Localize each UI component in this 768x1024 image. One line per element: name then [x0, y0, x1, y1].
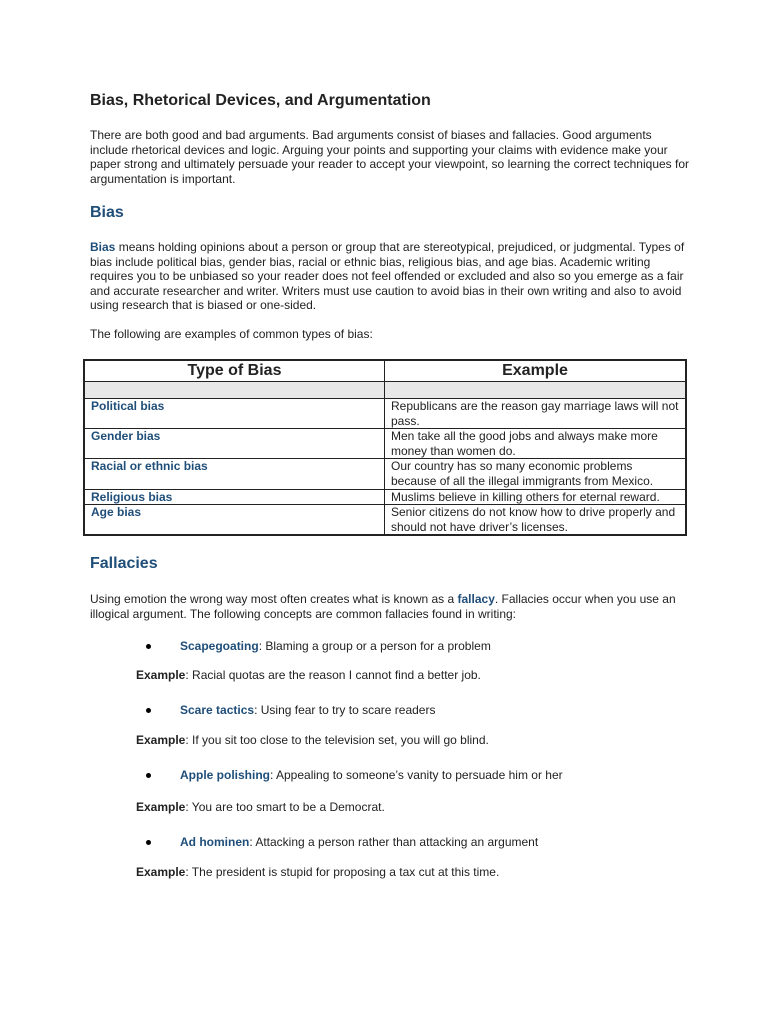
fallacy-example — [136, 800, 385, 814]
fallacy-item-text — [180, 835, 538, 849]
fallacy-term: fallacy — [457, 592, 495, 606]
fallacy-item-term: Apple polishing — [180, 768, 270, 782]
bias-example-cell: Men take all the good jobs and always make more money than women do. — [385, 429, 687, 459]
bias-example-cell: Our country has so many economic problems because of all the illegal immigrants from Mexico. — [385, 459, 687, 489]
table-row — [84, 429, 686, 459]
fallacy-item-text — [180, 639, 491, 653]
fallacy-definition — [90, 592, 690, 621]
fallacies-heading: Fallacies — [90, 555, 158, 572]
table-header-example: Example — [385, 360, 687, 382]
fallacy-item-text — [180, 703, 435, 717]
example-label: Example — [136, 668, 186, 682]
bias-table — [83, 359, 687, 536]
bias-type-cell: Gender bias — [84, 429, 385, 459]
fallacy-item-description: : Appealing to someone’s vanity to persuade him or her — [270, 768, 563, 782]
fallacy-def-text: Using emotion the wrong way most often creates what is known as a — [90, 592, 458, 606]
bias-definition — [90, 240, 690, 313]
bias-examples-intro: The following are examples of common types of bias: — [90, 327, 373, 341]
bias-example-cell: Republicans are the reason gay marriage laws will not pass. — [385, 399, 687, 429]
example-label: Example — [136, 733, 186, 747]
example-text: : The president is stupid for proposing a tax cut at this time. — [185, 865, 500, 879]
fallacy-item-text — [180, 768, 563, 782]
example-text: : If you sit too close to the television set, you will go blind. — [185, 733, 489, 747]
bullet-icon — [146, 708, 151, 713]
table-row — [84, 505, 686, 536]
bias-type-cell: Religious bias — [84, 489, 385, 505]
fallacy-item-description: : Blaming a group or a person for a problem — [258, 639, 491, 653]
bullet-icon — [146, 644, 151, 649]
bias-type-cell: Racial or ethnic bias — [84, 459, 385, 489]
example-text: : You are too smart to be a Democrat. — [185, 800, 385, 814]
fallacy-item-term: Ad hominen — [180, 835, 250, 849]
bias-type-cell: Age bias — [84, 505, 385, 536]
bias-heading: Bias — [90, 204, 124, 221]
fallacy-item-description: : Attacking a person rather than attacking an argument — [249, 835, 539, 849]
table-row — [84, 459, 686, 489]
fallacy-item-term: Scapegoating — [180, 639, 259, 653]
example-label: Example — [136, 800, 186, 814]
fallacy-item-term: Scare tactics — [180, 703, 255, 717]
fallacy-example — [136, 865, 499, 879]
table-header-type: Type of Bias — [84, 360, 385, 382]
page-title: Bias, Rhetorical Devices, and Argumentation — [90, 92, 431, 109]
bullet-icon — [146, 840, 151, 845]
bullet-icon — [146, 773, 151, 778]
fallacy-item-description: : Using fear to try to scare readers — [254, 703, 436, 717]
bias-type-cell: Political bias — [84, 399, 385, 429]
bias-example-cell: Muslims believe in killing others for eternal reward. — [385, 489, 687, 505]
intro-paragraph: There are both good and bad arguments. Bad arguments consist of biases and fallacies. Good arguments include rhetorical devices and logic. Arguing your points and supporting your claims with evidence make your paper strong and ultimately persuade your reader to accept your viewpoint, so learning the correct techniques for argumentation is important. — [90, 128, 690, 186]
table-blank-cell — [385, 382, 687, 399]
fallacy-example — [136, 733, 489, 747]
fallacy-def-text-2: . Fallacies occur when you use an illogical argument. The following concepts are common fallacies found in writing: — [90, 592, 676, 621]
bias-term: Bias — [90, 240, 116, 254]
fallacy-example — [136, 668, 481, 682]
table-blank-cell — [84, 382, 385, 399]
table-row — [84, 489, 686, 505]
example-label: Example — [136, 865, 186, 879]
table-header-row — [84, 360, 686, 382]
bias-example-cell: Senior citizens do not know how to drive properly and should not have driver’s licenses. — [385, 505, 687, 536]
table-row — [84, 399, 686, 429]
table-blank-row — [84, 382, 686, 399]
bias-definition-text: means holding opinions about a person or group that are stereotypical, prejudiced, or judgmental. Types of bias include political bias, gender bias, racial or ethnic bias, religious bias, and age bias. Academic writing requires you to be unbiased so your reader does not feel offended or excluded and also so you emerge as a fair and accurate researcher and writer. Writers must use caution to avoid bias in their own writing and also to avoid using research that is biased or one-sided. — [90, 240, 685, 313]
example-text: : Racial quotas are the reason I cannot find a better job. — [185, 668, 481, 682]
